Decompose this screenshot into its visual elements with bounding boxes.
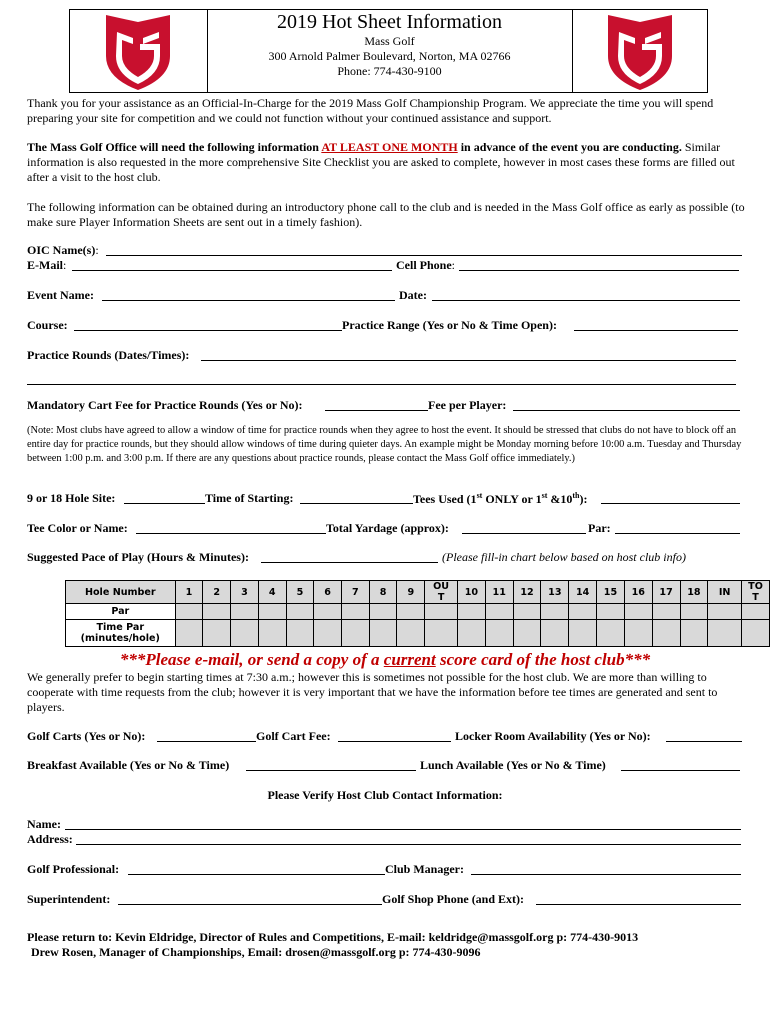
notice-bold-a: The Mass Golf Office will need the following information: [27, 140, 322, 154]
notice-rest: Similar information is also requested in the more comprehensive Site Checklist you are asked to complete, however in most cases these forms are filled out after a visit to the host club.: [27, 140, 735, 184]
par-cell[interactable]: [485, 604, 513, 620]
header-right-cell: [572, 10, 707, 92]
golf-carts-field[interactable]: [157, 741, 256, 742]
hole-col-2: 2: [203, 581, 231, 604]
par-cell[interactable]: [458, 604, 486, 620]
club-manager-field[interactable]: [471, 874, 741, 875]
par-cell[interactable]: [369, 604, 397, 620]
practice-range-field[interactable]: [574, 330, 738, 331]
org-phone: Phone: 774-430-9100: [337, 64, 442, 78]
time-par-cell[interactable]: [286, 620, 314, 647]
par-cell[interactable]: [258, 604, 286, 620]
time-par-cell[interactable]: [569, 620, 597, 647]
time-par-cell[interactable]: [742, 620, 770, 647]
time-par-cell[interactable]: [513, 620, 541, 647]
cart-fee-label: Mandatory Cart Fee for Practice Rounds (Yes or No):: [27, 398, 303, 412]
tee-color-label: Tee Color or Name:: [27, 521, 128, 535]
oic-label: OIC Name(s):: [27, 243, 99, 257]
email-label: E-Mail:: [27, 258, 67, 272]
return-line-2: Drew Rosen, Manager of Championships, Email: drosen@massgolf.org p: 774-430-9096: [31, 945, 481, 959]
tees-used-label: Tees Used (1st ONLY or 1st &10th):: [413, 491, 588, 506]
cart-fee-field[interactable]: [325, 410, 428, 411]
info-paragraph: The following information can be obtained during an introductory phone call to the club and is needed in the Mass Golf office as early as possible (to make sure Player Information Sheets are sent out in a timely fashion).: [27, 200, 745, 229]
time-par-cell[interactable]: [231, 620, 259, 647]
starting-times-paragraph: We generally prefer to begin starting times at 7:30 a.m.; however this is sometimes not possible for the host club. We are more than willing to cooperate with time requests from the club; however it is very important that we have the information before tee times are generated and sent to players.: [27, 670, 718, 714]
practice-rounds-field-2[interactable]: [27, 384, 736, 385]
hole-col-14: 14: [569, 581, 597, 604]
return-line-1: Please return to: Kevin Eldridge, Director of Rules and Competitions, E-mail: keldridge@massgolf.org p: 774-430-9013: [27, 930, 639, 944]
hole-col-out: OU T: [425, 581, 458, 604]
hole-col-17: 17: [652, 581, 680, 604]
hole-col-10: 10: [458, 581, 486, 604]
time-par-row: [66, 620, 770, 647]
par-cell[interactable]: [175, 604, 203, 620]
hole-col-15: 15: [597, 581, 625, 604]
time-par-cell[interactable]: [597, 620, 625, 647]
address-label: Address:: [27, 832, 73, 846]
org-address: 300 Arnold Palmer Boulevard, Norton, MA 02766: [268, 49, 511, 63]
notice-red: AT LEAST ONE MONTH: [321, 140, 458, 154]
par-label: Par:: [588, 521, 611, 535]
time-par-cell[interactable]: [425, 620, 458, 647]
oic-field[interactable]: [106, 255, 742, 256]
hole-col-7: 7: [342, 581, 370, 604]
par-cell[interactable]: [742, 604, 770, 620]
tees-used-field[interactable]: [601, 503, 740, 504]
fee-per-player-field[interactable]: [513, 410, 740, 411]
shop-phone-label: Golf Shop Phone (and Ext):: [382, 892, 525, 906]
par-cell[interactable]: [425, 604, 458, 620]
hole-col-11: 11: [485, 581, 513, 604]
golf-pro-field[interactable]: [128, 874, 385, 875]
locker-room-field[interactable]: [666, 741, 742, 742]
superintendent-field[interactable]: [118, 904, 382, 905]
golf-cart-fee-label: Golf Cart Fee:: [256, 729, 331, 743]
hole-col-1: 1: [175, 581, 203, 604]
hole-col-9: 9: [397, 581, 425, 604]
pace-label: Suggested Pace of Play (Hours & Minutes):: [27, 550, 249, 564]
par-cell[interactable]: [342, 604, 370, 620]
practice-range-label: Practice Range (Yes or No & Time Open):: [342, 318, 557, 332]
hole-col-tot: TO T: [742, 581, 770, 604]
lunch-field[interactable]: [621, 770, 740, 771]
course-label: Course:: [27, 318, 68, 332]
hole-col-3: 3: [231, 581, 259, 604]
name-label: Name:: [27, 817, 61, 831]
practice-rounds-label: Practice Rounds (Dates/Times):: [27, 348, 190, 362]
locker-room-label: Locker Room Availability (Yes or No):: [455, 729, 651, 743]
hole-site-label: 9 or 18 Hole Site:: [27, 491, 116, 505]
notice-paragraph: [27, 140, 745, 185]
scorecard-callout: ***Please e-mail, or send a copy of a current score card of the host club***: [119, 650, 651, 669]
time-par-cell[interactable]: [175, 620, 203, 647]
hole-col-in: IN: [708, 581, 742, 604]
name-field[interactable]: [65, 829, 741, 830]
par-cell[interactable]: [624, 604, 652, 620]
club-manager-label: Club Manager:: [385, 862, 464, 876]
time-par-cell[interactable]: [680, 620, 708, 647]
time-par-cell[interactable]: [397, 620, 425, 647]
hole-col-8: 8: [369, 581, 397, 604]
email-field[interactable]: [72, 270, 392, 271]
hole-col-4: 4: [258, 581, 286, 604]
par-cell[interactable]: [314, 604, 342, 620]
fee-per-player-label: Fee per Player:: [428, 398, 507, 412]
hole-table: [65, 580, 770, 647]
org-name: Mass Golf: [364, 34, 415, 48]
mass-golf-logo-icon: [102, 12, 174, 92]
hole-col-18: 18: [680, 581, 708, 604]
hole-col-12: 12: [513, 581, 541, 604]
intro-paragraph: Thank you for your assistance as an Official-In-Charge for the 2019 Mass Golf Championship Program. We appreciate the time you will spend preparing your site for competition and we could not function without your continued assistance and support.: [27, 96, 714, 125]
golf-cart-fee-field[interactable]: [338, 741, 451, 742]
par-cell[interactable]: [541, 604, 569, 620]
total-yardage-label: Total Yardage (approx):: [326, 521, 449, 535]
time-par-cell[interactable]: [258, 620, 286, 647]
time-starting-label: Time of Starting:: [205, 491, 294, 505]
golf-carts-label: Golf Carts (Yes or No):: [27, 729, 146, 743]
par-row-label: Par: [66, 604, 176, 620]
time-par-cell[interactable]: [314, 620, 342, 647]
hole-col-16: 16: [624, 581, 652, 604]
lunch-label: Lunch Available (Yes or No & Time): [420, 758, 606, 772]
time-par-cell[interactable]: [485, 620, 513, 647]
pace-hint: (Please fill-in chart below based on host club info): [442, 550, 686, 564]
par-cell[interactable]: [680, 604, 708, 620]
par-cell[interactable]: [286, 604, 314, 620]
verify-heading: Please Verify Host Club Contact Information:: [267, 788, 503, 802]
cell-phone-label: Cell Phone:: [396, 258, 456, 272]
hole-number-header: Hole Number: [66, 581, 176, 604]
hole-number-row: [66, 581, 770, 604]
time-par-cell[interactable]: [708, 620, 742, 647]
header-left-cell: [70, 10, 208, 92]
par-cell[interactable]: [203, 604, 231, 620]
par-cell[interactable]: [569, 604, 597, 620]
shop-phone-field[interactable]: [536, 904, 741, 905]
golf-pro-label: Golf Professional:: [27, 862, 120, 876]
breakfast-field[interactable]: [246, 770, 416, 771]
par-cell[interactable]: [652, 604, 680, 620]
address-field[interactable]: [76, 844, 741, 845]
hole-col-5: 5: [286, 581, 314, 604]
time-starting-field[interactable]: [300, 503, 413, 504]
pace-field[interactable]: [261, 562, 438, 563]
par-row: [66, 604, 770, 620]
date-label: Date:: [399, 288, 427, 302]
event-name-field[interactable]: [102, 300, 395, 301]
practice-note: (Note: Most clubs have agreed to allow a window of time for practice rounds when they agree to host the event. It should be stressed that clubs do not have to block off an entire day for practice rounds, but they should allow windows of time during quieter days. An example might be Monday morning before 10:00 a.m. Tuesday and Thursday between 1:00 p.m. and 3:00 p.m. If there are any questions about practice rounds, please contact the Mass Golf office immediately.): [27, 425, 742, 464]
practice-rounds-field[interactable]: [201, 360, 736, 361]
tee-color-field[interactable]: [136, 533, 326, 534]
time-par-cell[interactable]: [458, 620, 486, 647]
page-title: 2019 Hot Sheet Information: [277, 11, 502, 33]
time-par-cell[interactable]: [369, 620, 397, 647]
par-cell[interactable]: [397, 604, 425, 620]
time-par-cell[interactable]: [652, 620, 680, 647]
mass-golf-logo-icon: [604, 12, 676, 92]
superintendent-label: Superintendent:: [27, 892, 111, 906]
header-center-cell: [207, 10, 573, 92]
par-cell[interactable]: [708, 604, 742, 620]
time-par-cell[interactable]: [203, 620, 231, 647]
course-field[interactable]: [74, 330, 342, 331]
time-par-cell[interactable]: [541, 620, 569, 647]
header-box: [69, 9, 708, 93]
time-par-cell[interactable]: [624, 620, 652, 647]
date-field[interactable]: [432, 300, 740, 301]
event-name-label: Event Name:: [27, 288, 94, 302]
time-par-row-label: Time Par (minutes/hole): [66, 620, 176, 647]
par-field[interactable]: [615, 533, 740, 534]
hole-col-13: 13: [541, 581, 569, 604]
hole-site-field[interactable]: [124, 503, 205, 504]
total-yardage-field[interactable]: [462, 533, 586, 534]
hole-col-6: 6: [314, 581, 342, 604]
breakfast-label: Breakfast Available (Yes or No & Time): [27, 758, 230, 772]
cell-phone-field[interactable]: [459, 270, 739, 271]
par-cell[interactable]: [231, 604, 259, 620]
par-cell[interactable]: [513, 604, 541, 620]
par-cell[interactable]: [597, 604, 625, 620]
time-par-cell[interactable]: [342, 620, 370, 647]
notice-bold-b: in advance of the event you are conducting.: [457, 140, 682, 154]
